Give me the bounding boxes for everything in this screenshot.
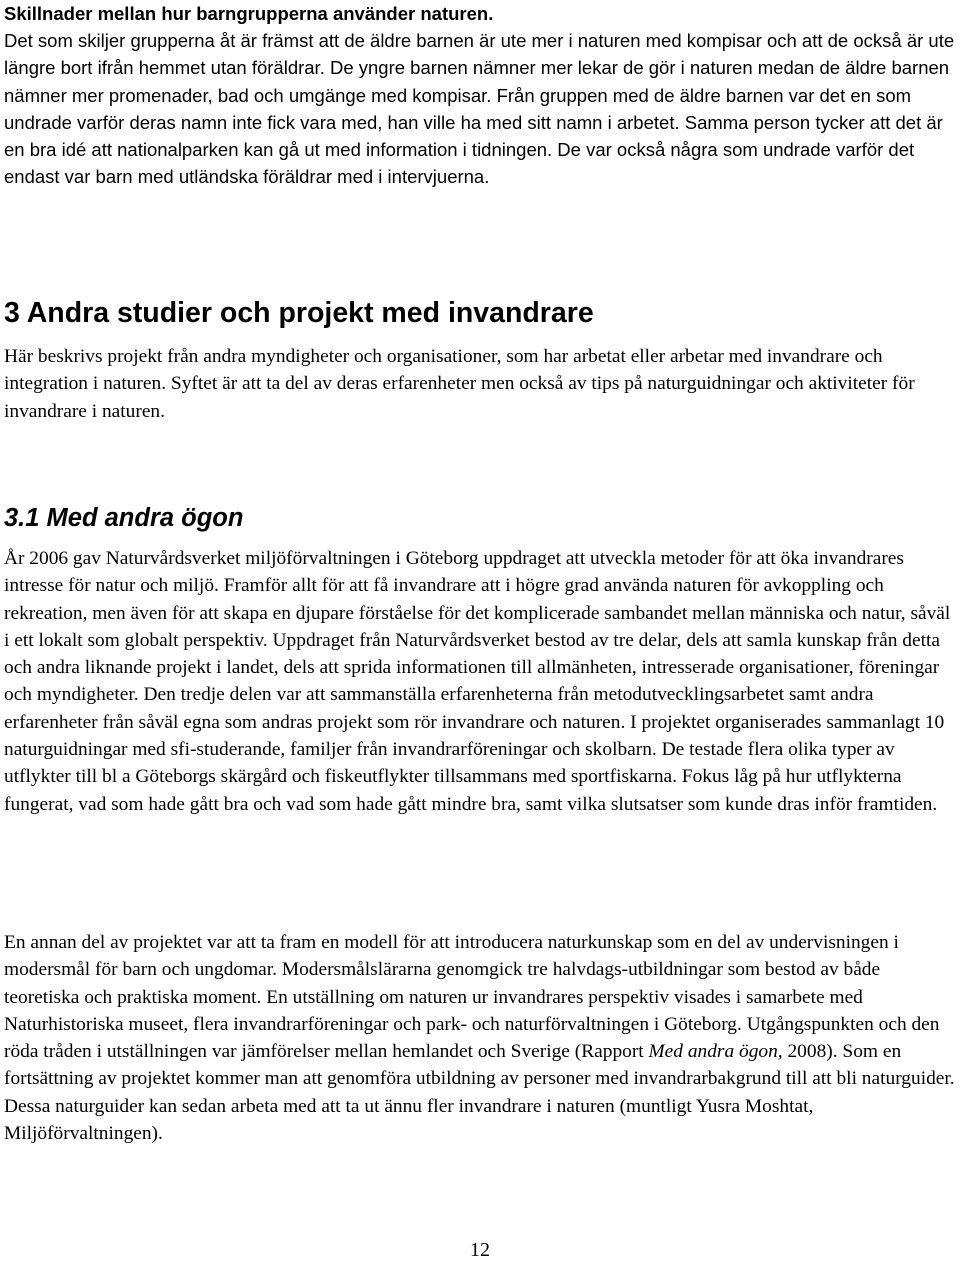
section-3-1-body-2 — [4, 929, 960, 1147]
section-3-intro — [4, 343, 954, 425]
section-subheading: Skillnader mellan hur barngrupperna använder naturen. — [4, 3, 494, 24]
paragraph-2-text-end: 2008). Som en fortsättning av projektet kommer man att genomföra utbildning av personer med invandrarbakgrund till att bli naturguider. Dessa naturguider kan sedan arbeta med att ta ut ännu fler invandrare i naturen (muntligt Yusra Moshtat, Miljöförvaltningen). — [4, 1041, 955, 1145]
children-groups-paragraph: Det som skiljer grupperna åt är främst att de äldre barnen är ute mer i naturen med kompisar och att de också är ute längre bort ifrån hemmet utan föräldrar. De yngre barnen nämner mer lekar de gör i naturen medan de äldre barnen nämner mer promenader, bad och umgänge med kompisar. Från gruppen med de äldre barnen var det en som undrade varför deras namn inte fick vara med, han ville ha med sitt namn i arbetet. Samma person tycker att det är en bra idé att nationalparken kan gå ut med information i tidningen. De var också några som undrade varför det endast var barn med utländska föräldrar med i intervjuerna. — [4, 30, 955, 188]
section-3-1-body — [4, 545, 956, 818]
paragraph-2-text-start: En annan del av projektet var att ta fram en modell för att introducera naturkunskap som en del av undervisningen i modersmål för barn och ungdomar. Modersmålslärarna genomgick tre halvdags-utbildningar som bestod av både teoretiska och praktiska moment. En utställning om naturen ur invandrares perspektiv visades i samarbete med Naturhistoriska museet, flera invandrarföreningar och park- och naturförvaltningen i Göteborg. Utgångspunkten och den röda tråden i utställningen var jämförelser mellan hemlandet och Sverige (Rapport — [4, 932, 940, 1063]
section-3-1-paragraph-1: År 2006 gav Naturvårdsverket miljöförvaltningen i Göteborg uppdraget att utveckla metoder för att öka invandrares intresse för natur och miljö. Framför allt för att få invandrare att i högre grad använda naturen för avkoppling och rekreation, men även för att skapa en djupare förståelse för det komplicerade sambandet mellan människa och natur, såväl i ett lokalt som globalt perspektiv. Uppdraget från Naturvårdsverket bestod av tre delar, dels att samla kunskap från detta och andra liknande projekt i landet, dels att sprida informationen till allmänheten, intresserade organisationer, föreningar och myndigheter. Den tredje delen var att sammanställa erfarenheterna från metodutvecklingsarbetet samt andra erfarenheter från såväl egna som andras projekt som rör invandrare och naturen. I projektet organiserades sammanlagt 10 naturguidningar med sfi-studerande, familjer från invandrarföreningar och skolbarn. De testade flera olika typer av utflykter till bl a Göteborgs skärgård och fiskeutflykter tillsammans med sportfiskarna. Fokus låg på hur utflykterna fungerat, vad som hade gått bra och vad som hade gått mindre bra, samt vilka slutsatser som kunde dras inför framtiden. — [4, 548, 951, 815]
report-title: Med andra ögon, — [648, 1041, 783, 1063]
section-3-1-paragraph-2 — [4, 929, 960, 1147]
section-3-1-heading: 3.1 Med andra ögon — [4, 504, 244, 532]
section-3-paragraph: Här beskrivs projekt från andra myndigheter och organisationer, som har arbetat eller arbetar med invandrare och integration i naturen. Syftet är att ta del av deras erfarenheter men också av tips på naturguidningar och aktiviteter för invandrare i naturen. — [4, 346, 915, 422]
children-groups-section — [4, 0, 956, 190]
section-3-heading: 3 Andra studier och projekt med invandrare — [4, 297, 594, 329]
page-number: 12 — [470, 1239, 490, 1261]
